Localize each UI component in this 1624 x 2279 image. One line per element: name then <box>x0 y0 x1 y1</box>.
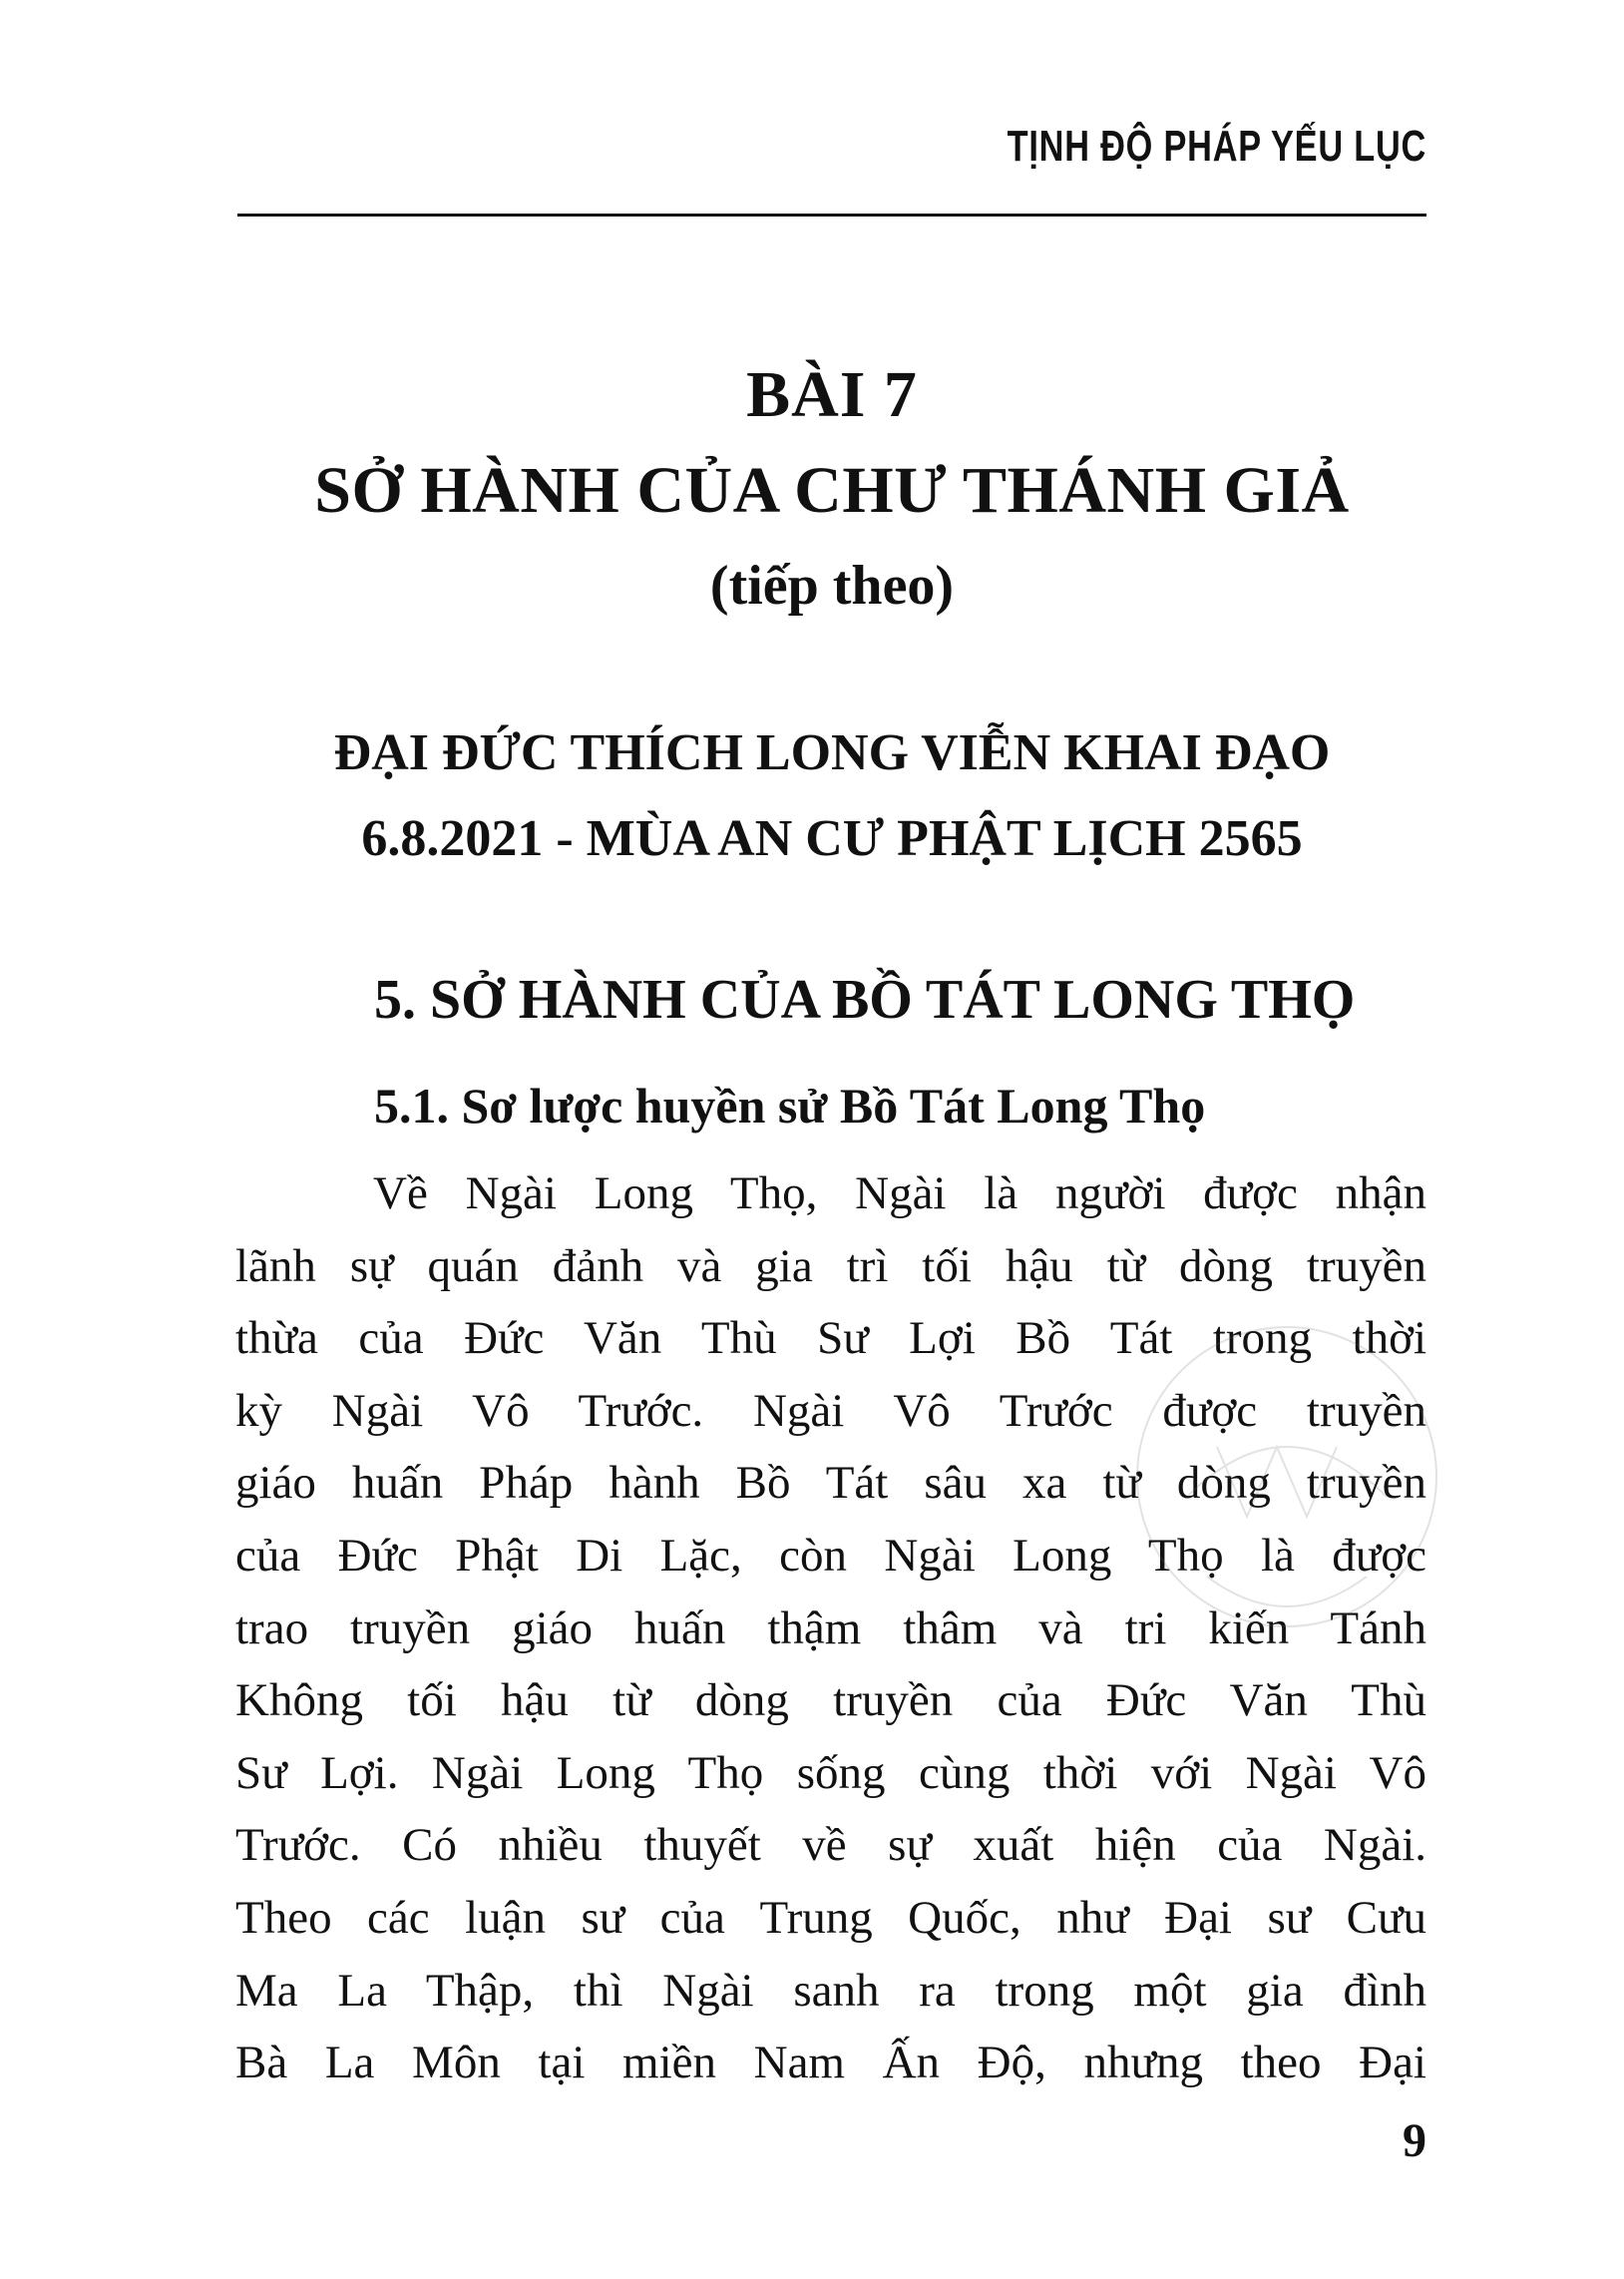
body-line: kỳ Ngài Vô Trước. Ngài Vô Trước được truyền <box>235 1384 1426 1437</box>
author-line: ĐẠI ĐỨC THÍCH LONG VIỄN KHAI ĐẠO <box>333 724 1331 781</box>
body-line: Ma La Thập, thì Ngài sanh ra trong một gia đình <box>235 1964 1426 2017</box>
body-line: Sư Lợi. Ngài Long Thọ sống cùng thời với Ngài Vô <box>235 1746 1426 1799</box>
body-line: Về Ngài Long Thọ, Ngài là người được nhận <box>373 1167 1426 1219</box>
body-line: Trước. Có nhiều thuyết về sự xuất hiện của Ngài. <box>235 1819 1426 1872</box>
body-paragraph <box>235 1157 1426 2099</box>
running-header: TỊNH ĐỘ PHÁP YẾU LỤC <box>1007 122 1426 171</box>
header-divider <box>237 214 1426 217</box>
lesson-number: BÀI 7 <box>746 358 918 431</box>
chapter-title-block <box>237 349 1426 631</box>
body-line: Không tối hậu từ dòng truyền của Đức Văn Thù <box>235 1674 1426 1727</box>
date-line: 6.8.2021 - MÙA AN CƯ PHẬT LỊCH 2565 <box>361 810 1303 867</box>
chapter-title: SỞ HÀNH CỦA CHƯ THÁNH GIẢ <box>314 454 1350 527</box>
body-line: trao truyền giáo huấn thậm thâm và tri kiến Tánh <box>235 1601 1426 1654</box>
subsection-heading: 5.1. Sơ lược huyền sử Bồ Tát Long Thọ <box>374 1078 1206 1134</box>
body-line: lãnh sự quán đảnh và gia trì tối hậu từ dòng truyền <box>235 1239 1426 1292</box>
page-number: 9 <box>1403 2114 1426 2167</box>
chapter-continued-note: (tiếp theo) <box>709 555 955 617</box>
section-heading: 5. SỞ HÀNH CỦA BỒ TÁT LONG THỌ <box>374 969 1356 1031</box>
body-line: thừa của Đức Văn Thù Sư Lợi Bồ Tát trong thời <box>235 1312 1426 1365</box>
body-line: Bà La Môn tại miền Nam Ấn Độ, nhưng theo Đại <box>235 2037 1426 2089</box>
body-line: của Đức Phật Di Lặc, còn Ngài Long Thọ là được <box>235 1529 1426 1582</box>
author-block <box>237 710 1426 882</box>
body-line: Theo các luận sư của Trung Quốc, như Đại sư Cưu <box>235 1891 1426 1944</box>
body-line: giáo huấn Pháp hành Bồ Tát sâu xa từ dòng truyền <box>235 1457 1426 1510</box>
